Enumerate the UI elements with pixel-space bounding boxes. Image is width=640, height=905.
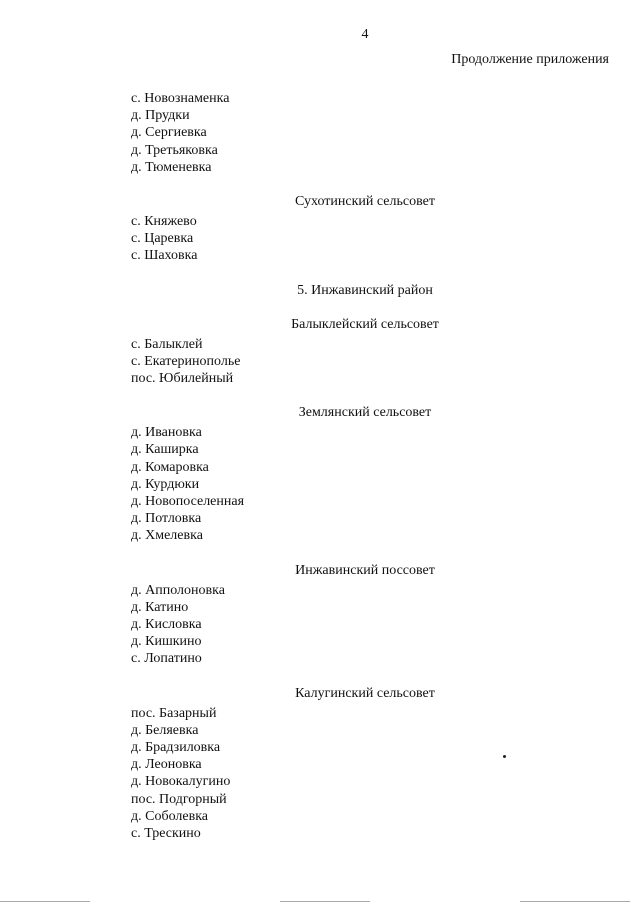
settlement-item: д. Тюменевка: [131, 159, 212, 175]
section-heading: Землянский сельсовет: [298, 405, 432, 421]
section-zemlyansky: [0, 404, 640, 544]
settlement-items: [0, 582, 640, 668]
settlement-item: с. Трескино: [131, 826, 201, 842]
settlement-item: д. Новопоселенная: [131, 494, 245, 510]
settlement-item: д. Сергиевка: [131, 125, 207, 141]
settlement-item: д. Комаровка: [131, 459, 209, 475]
district-heading: 5. Инжавинский район: [297, 282, 433, 298]
settlement-list: [0, 90, 640, 842]
scan-edge-line: [520, 901, 630, 902]
scan-edge-line: [280, 901, 370, 902]
settlement-items: [0, 213, 640, 265]
section-sukhotinsky: [0, 193, 640, 265]
section-continued: [0, 90, 640, 176]
section-heading: Инжавинский поссовет: [295, 562, 435, 578]
page-number: 4: [361, 27, 369, 42]
settlement-item: с. Екатеринополье: [131, 353, 241, 369]
section-heading: Балыклейский сельсовет: [291, 316, 439, 332]
settlement-item: пос. Подгорный: [131, 791, 227, 807]
settlement-items: [0, 336, 640, 388]
settlement-item: д. Апполоновка: [131, 582, 225, 598]
settlement-item: д. Курдюки: [131, 476, 200, 492]
section-inzhavinsky-possovet: [0, 562, 640, 668]
settlement-item: д. Прудки: [131, 108, 190, 124]
settlement-item: д. Третьяковка: [131, 142, 218, 158]
settlement-item: д. Каширка: [131, 442, 199, 458]
scan-edge-line: [0, 901, 90, 902]
section-heading: Калугинский сельсовет: [295, 685, 435, 701]
settlement-item: д. Леоновка: [131, 757, 202, 773]
scan-speck: [503, 755, 506, 758]
settlement-item: д. Беляевка: [131, 722, 199, 738]
section-heading: Сухотинский сельсовет: [295, 194, 435, 210]
settlement-item: с. Новознаменка: [131, 91, 230, 106]
settlement-item: д. Новокалугино: [131, 774, 231, 790]
settlement-item: д. Хмелевка: [131, 528, 203, 544]
settlement-item: д. Ивановка: [131, 425, 202, 441]
settlement-item: с. Шаховка: [131, 248, 198, 264]
section-balykleysky: [0, 282, 640, 388]
section-kaluginsky: [0, 685, 640, 843]
settlement-items: [0, 90, 640, 176]
settlement-item: пос. Юбилейный: [131, 371, 234, 387]
settlement-item: с. Царевка: [131, 231, 194, 247]
continuation-label: Продолжение приложения: [451, 52, 609, 67]
settlement-item: д. Катино: [131, 599, 189, 615]
settlement-item: д. Кисловка: [131, 617, 202, 633]
settlement-items: [0, 424, 640, 544]
settlement-item: с. Княжево: [131, 214, 197, 230]
settlement-item: д. Соболевка: [131, 808, 209, 824]
settlement-items: [0, 705, 640, 843]
settlement-item: с. Лопатино: [131, 651, 202, 667]
settlement-item: д. Потловка: [131, 511, 202, 527]
settlement-item: д. Брадзиловка: [131, 740, 221, 756]
settlement-item: пос. Базарный: [131, 705, 217, 721]
settlement-item: д. Кишкино: [131, 634, 202, 650]
settlement-item: с. Балыклей: [131, 336, 203, 352]
